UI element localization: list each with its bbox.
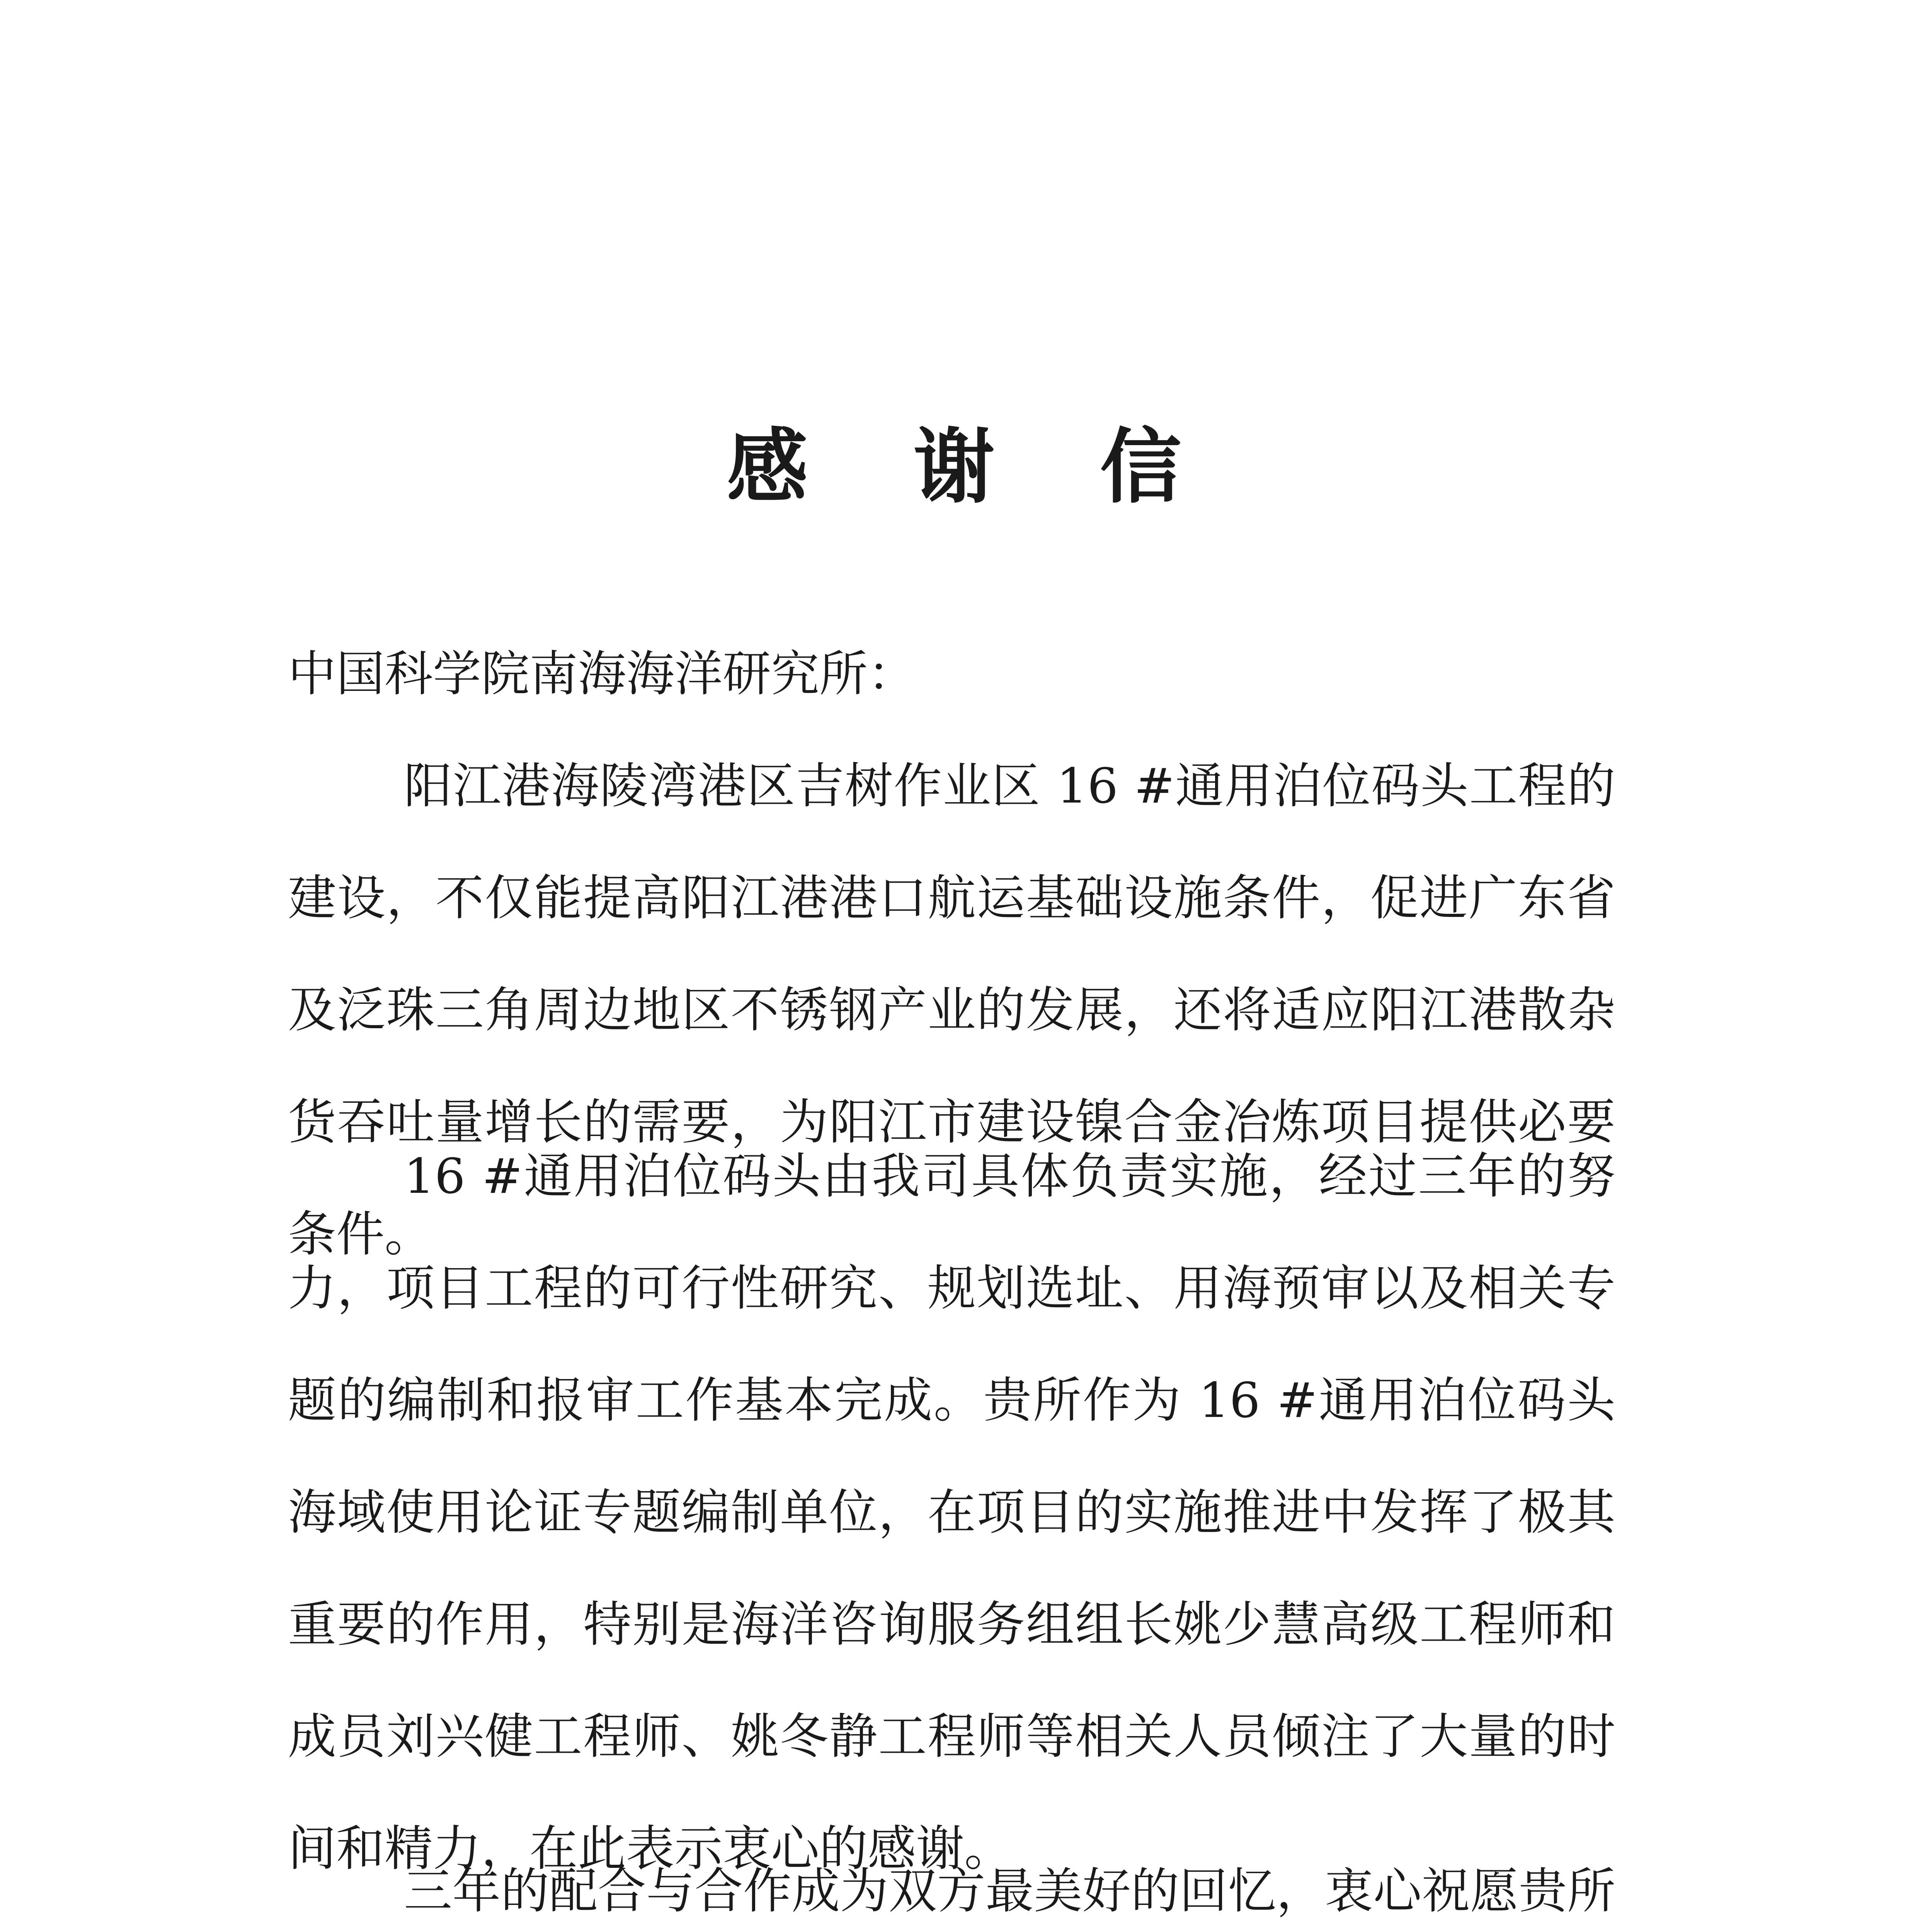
paragraph-3-text: 三年的配合与合作成为双方最美好的回忆，衷心祝愿贵所 (404, 1863, 1615, 1919)
paragraph-2 (288, 1121, 1615, 1905)
letter-title: 感 谢 信 (727, 420, 1220, 514)
paragraph-1-text: 阳江港海陵湾港区吉树作业区 16 #通用泊位码头工程的建设，不仅能提高阳江港港口航运基础设施条件，促进广东省及泛珠三角周边地区不锈钢产业的发展，还将适应阳江港散杂货吞吐量增长的需要，为阳江市建设镍合金冶炼项目提供必要条件。 (288, 758, 1615, 1262)
paragraph-2-text: 16 #通用泊位码头由我司具体负责实施，经过三年的努力，项目工程的可行性研究、规划选址、用海预审以及相关专题的编制和报审工作基本完成。贵所作为 16 #通用泊位码头海域使用论证专题编制单位，在项目的实施推进中发挥了极其重要的作用，特别是海洋咨询服务组组长姚少慧高级工程师和成员刘兴健工程师、姚冬静工程师等相关人员倾注了大量的时间和精力，在此表示衷心的感谢。 (288, 1148, 1615, 1877)
salutation: 中国科学院南海海洋研究所： (288, 646, 916, 702)
paragraph-3 (288, 1835, 1615, 1932)
